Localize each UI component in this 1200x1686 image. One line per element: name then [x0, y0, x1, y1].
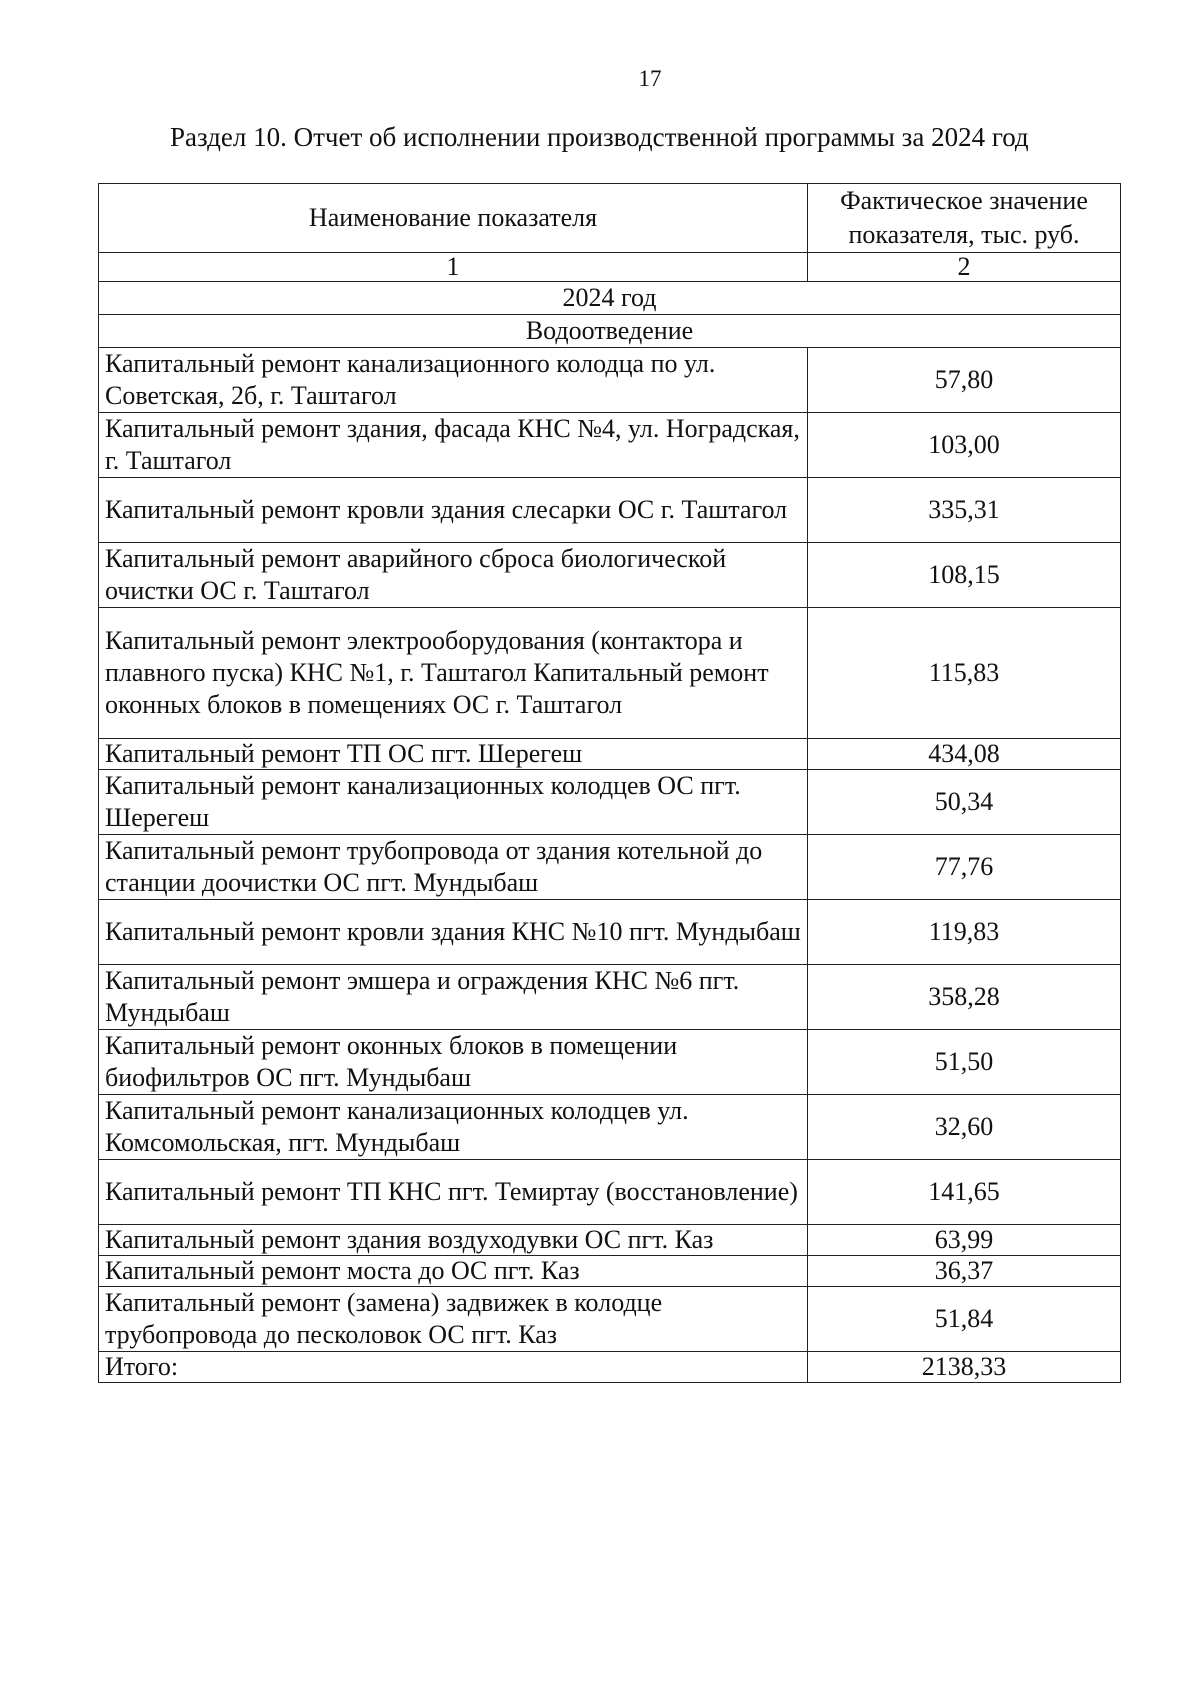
row-value: 50,34 [808, 770, 1121, 835]
row-value: 115,83 [808, 608, 1121, 739]
row-value: 57,80 [808, 348, 1121, 413]
row-value: 103,00 [808, 413, 1121, 478]
row-value: 51,84 [808, 1287, 1121, 1352]
row-name: Капитальный ремонт канализационного колодца по ул. Советская, 2б, г. Таштагол [99, 348, 808, 413]
total-value: 2138,33 [808, 1352, 1121, 1383]
table-row [99, 478, 1121, 543]
table-row [99, 770, 1121, 835]
table-row [99, 739, 1121, 770]
column-number-row [99, 253, 1121, 282]
row-name: Капитальный ремонт канализационных колодцев ул. Комсомольская, пгт. Мундыбаш [99, 1095, 808, 1160]
row-name: Капитальный ремонт аварийного сброса биологической очистки ОС г. Таштагол [99, 543, 808, 608]
row-name: Капитальный ремонт эмшера и ограждения КНС №6 пгт. Мундыбаш [99, 965, 808, 1030]
table-row [99, 348, 1121, 413]
row-value: 63,99 [808, 1225, 1121, 1256]
row-value: 51,50 [808, 1030, 1121, 1095]
row-name: Капитальный ремонт моста до ОС пгт. Каз [99, 1256, 808, 1287]
row-name: Капитальный ремонт кровли здания слесарки ОС г. Таштагол [99, 478, 808, 543]
column-number-1: 1 [99, 253, 808, 282]
row-name: Капитальный ремонт ТП ОС пгт. Шерегеш [99, 739, 808, 770]
table-header-row [99, 184, 1121, 253]
row-value: 335,31 [808, 478, 1121, 543]
table-row [99, 608, 1121, 739]
row-value: 119,83 [808, 900, 1121, 965]
row-name: Капитальный ремонт канализационных колодцев ОС пгт. Шерегеш [99, 770, 808, 835]
header-name: Наименование показателя [99, 184, 808, 253]
row-value: 434,08 [808, 739, 1121, 770]
table-row [99, 965, 1121, 1030]
row-value: 141,65 [808, 1160, 1121, 1225]
row-name: Капитальный ремонт оконных блоков в помещении биофильтров ОС пгт. Мундыбаш [99, 1030, 808, 1095]
table-row [99, 543, 1121, 608]
row-value: 32,60 [808, 1095, 1121, 1160]
table-row [99, 1287, 1121, 1352]
table-row [99, 1225, 1121, 1256]
total-label: Итого: [99, 1352, 808, 1383]
page-number: 17 [638, 66, 662, 91]
table-row [99, 900, 1121, 965]
row-name: Капитальный ремонт (замена) задвижек в колодце трубопровода до песколовок ОС пгт. Каз [99, 1287, 808, 1352]
column-number-2: 2 [808, 253, 1121, 282]
total-row [99, 1352, 1121, 1383]
row-value: 108,15 [808, 543, 1121, 608]
header-value: Фактическое значение показателя, тыс. руб. [808, 184, 1121, 253]
row-value: 358,28 [808, 965, 1121, 1030]
year-row [99, 282, 1121, 315]
row-name: Капитальный ремонт здания, фасада КНС №4, ул. Ноградская, г. Таштагол [99, 413, 808, 478]
category-row [99, 315, 1121, 348]
category-label: Водоотведение [99, 315, 1121, 348]
row-name: Капитальный ремонт кровли здания КНС №10 пгт. Мундыбаш [99, 900, 808, 965]
report-table [98, 183, 1121, 1383]
table-row [99, 1256, 1121, 1287]
table-row [99, 1095, 1121, 1160]
row-value: 36,37 [808, 1256, 1121, 1287]
row-name: Капитальный ремонт здания воздуходувки ОС пгт. Каз [99, 1225, 808, 1256]
table-row [99, 1030, 1121, 1095]
row-name: Капитальный ремонт ТП КНС пгт. Темиртау (восстановление) [99, 1160, 808, 1225]
row-name: Капитальный ремонт электрооборудования (контактора и плавного пуска) КНС №1, г. Таштагол Капитальный ремонт оконных блоков в помещениях ОС г. Таштагол [99, 608, 808, 739]
section-title: Раздел 10. Отчет об исполнении производственной программы за 2024 год [170, 122, 1029, 152]
table-row [99, 835, 1121, 900]
row-name: Капитальный ремонт трубопровода от здания котельной до станции доочистки ОС пгт. Мундыбаш [99, 835, 808, 900]
table-row [99, 1160, 1121, 1225]
row-value: 77,76 [808, 835, 1121, 900]
table-row [99, 413, 1121, 478]
year-label: 2024 год [99, 282, 1121, 315]
